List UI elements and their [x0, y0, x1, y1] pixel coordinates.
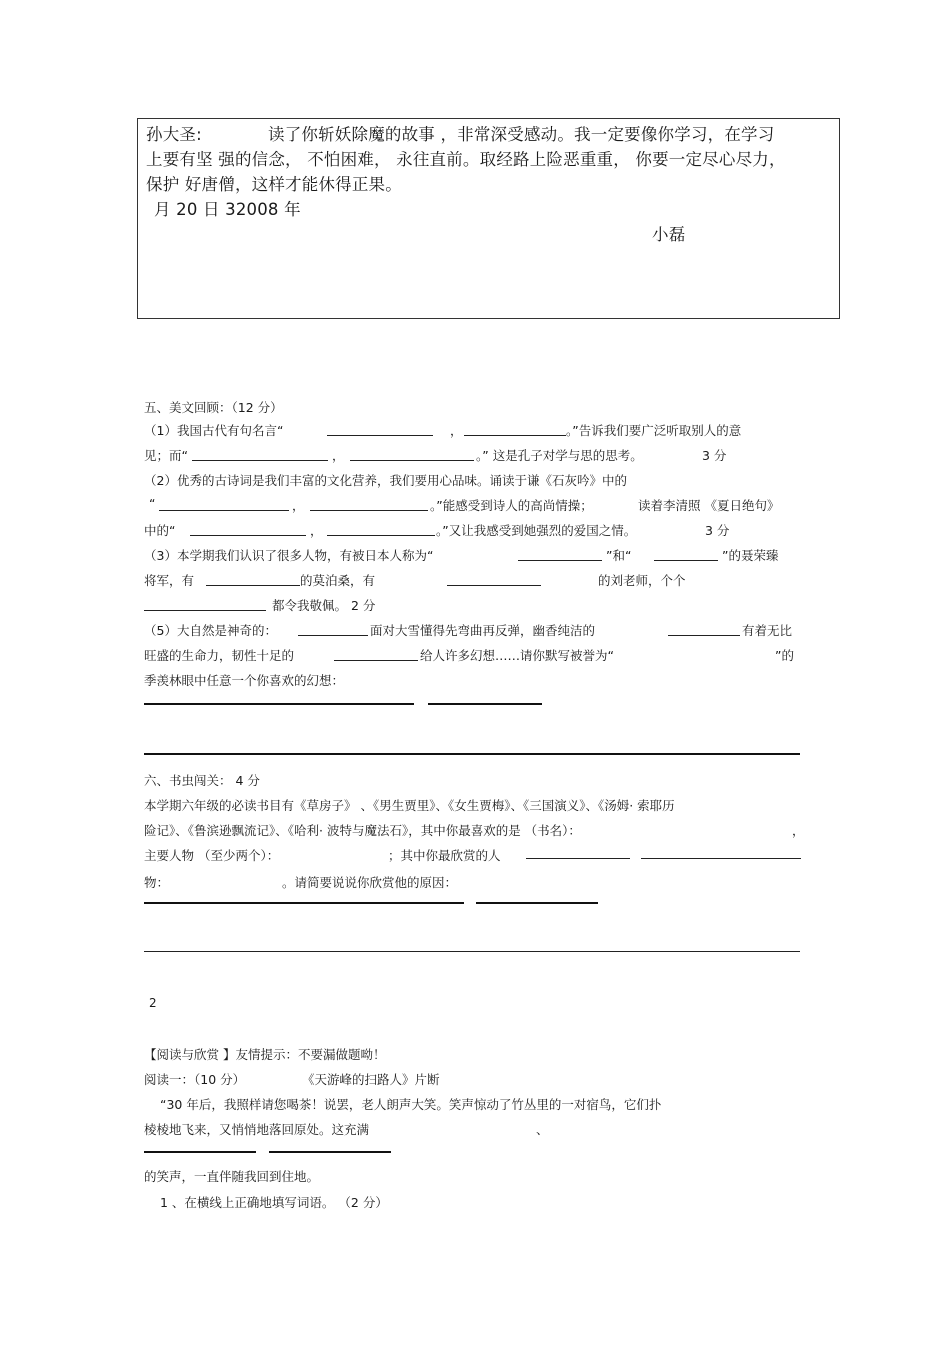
answer-line[interactable] [641, 858, 801, 859]
answer-blank[interactable] [350, 448, 474, 461]
answer-blank[interactable] [518, 548, 602, 561]
letter-line-2: 上要有坚 强的信念， 不怕困难， 永往直前。取经路上险恶重重， 你要一定尽心尽力， [146, 150, 786, 169]
page-number: 2 [149, 996, 157, 1010]
section6-line-4-b: 。请简要说说你欣赏他的原因： [282, 875, 458, 890]
section5-q2-a: （2）优秀的古诗词是我们丰富的文化营养，我们要用心品味。诵读于谦《石灰吟》中的 [144, 473, 627, 488]
section5-q3-a: （3）本学期我们认识了很多人物，有被日本人称为“ [144, 548, 434, 563]
section5-q1-d: 见；而“ [144, 448, 188, 463]
section6-line-3-b: ；其中你最欣赏的人 [388, 848, 501, 863]
section5-q3-b: ”和“ [606, 548, 632, 563]
section5-q3-c: ”的聂荣臻 [722, 548, 779, 563]
section5-q3-e: 的莫泊桑，有 [300, 573, 376, 588]
section5-q2-f: 中的“ [144, 523, 176, 538]
reading-paragraph-2: 棱棱地飞来，又悄悄地落回原处。这充满 [144, 1122, 370, 1137]
reading-paragraph-3: 的笑声，一直伴随我回到住地。 [144, 1169, 320, 1184]
section5-q2-d: 。”能感受到诗人的高尚情操； [430, 498, 593, 513]
section5-q2-b: “ [149, 496, 156, 511]
letter-line-3: 保护 好唐僧，这样才能休得正果。 [146, 175, 402, 194]
section5-q1-f: 。” 这是孔子对学与思的思考。 [476, 448, 643, 463]
reading-header: 【阅读与欣赏 】友情提示：不要漏做题呦！ [144, 1047, 386, 1062]
answer-line[interactable] [144, 902, 464, 904]
answer-blank[interactable] [334, 648, 418, 661]
reading-paragraph-1: “30 年后，我照样请您喝茶！说罢，老人朗声大笑。笑声惊动了竹丛里的一对宿鸟，它们扑 [160, 1097, 662, 1112]
letter-date: 月 20 日 32008 年 [154, 200, 301, 219]
section5-q3-g: 都令我敬佩。 2 分 [272, 598, 376, 613]
section5-q5-g: 季羡林眼中任意一个你喜欢的幻想： [144, 673, 345, 688]
answer-blank[interactable] [206, 573, 300, 586]
section5-q2-score: 3 分 [705, 523, 730, 538]
section5-q5-d: 旺盛的生命力，韧性十足的 [144, 648, 295, 663]
answer-line[interactable] [428, 703, 542, 705]
answer-blank[interactable] [190, 523, 306, 536]
reading-title-a: 阅读一：（10 分） [144, 1072, 246, 1087]
section5-q5-e: 给人许多幻想……请你默写被誉为“ [420, 648, 614, 663]
section6-line-4-a: 物： [144, 875, 170, 890]
section5-q5-c: 有着无比 [742, 623, 793, 638]
section6-line-1: 本学期六年级的必读书目有《草房子》 、《男生贾里》、《女生贾梅》、《三国演义》、《汤姆· 索耶历 [144, 798, 675, 813]
section5-q3-d: 将军，有 [144, 573, 195, 588]
answer-blank[interactable] [668, 623, 740, 636]
answer-blank[interactable] [144, 598, 266, 611]
section5-q2-c: ， [292, 498, 305, 513]
section5-q1-e: ， [332, 448, 345, 463]
section5-q2-g: ， [310, 523, 323, 538]
section5-q5-f: ”的 [775, 648, 794, 663]
answer-blank[interactable] [310, 498, 428, 511]
answer-blank[interactable] [654, 548, 718, 561]
answer-line[interactable] [526, 858, 630, 859]
section5-q2-h: 。”又让我感受到她强烈的爱国之情。 [436, 523, 637, 538]
answer-line[interactable] [476, 902, 598, 904]
answer-line[interactable] [144, 703, 414, 705]
answer-blank[interactable] [159, 498, 289, 511]
letter-signature: 小磊 [652, 225, 686, 244]
section6-title: 六、书虫闯关： 4 分 [144, 773, 260, 788]
letter-line-1: 读了你斩妖除魔的故事 ，非常深受感动。我一定要像你学习，在学习 [268, 125, 775, 144]
answer-line[interactable] [144, 1151, 256, 1153]
reading-title-b: 《天游峰的扫路人》片断 [302, 1072, 440, 1087]
answer-line[interactable] [144, 753, 800, 755]
section5-q1-score: 3 分 [702, 448, 727, 463]
reading-paragraph-2-end: 、 [536, 1122, 549, 1137]
answer-blank[interactable] [447, 573, 541, 586]
answer-blank[interactable] [298, 623, 368, 636]
section5-q1-a: （1）我国古代有句名言“ [144, 423, 284, 438]
section6-line-3-a: 主要人物 （至少两个）： [144, 848, 280, 863]
answer-blank[interactable] [464, 423, 566, 436]
letter-salutation: 孙大圣: [146, 125, 202, 144]
section5-title: 五、美文回顾：（12 分） [144, 400, 283, 415]
section6-line-2-end: ， [792, 823, 805, 838]
section5-q1-c: 。”告诉我们要广泛听取别人的意 [566, 423, 742, 438]
section5-q5-b: 面对大雪懂得先弯曲再反弹，幽香纯洁的 [370, 623, 596, 638]
section6-line-2: 险记》、《鲁滨逊飘流记》、《哈利· 波特与魔法石》，其中你最喜欢的是 （书名）： [144, 823, 581, 838]
answer-blank[interactable] [327, 423, 433, 436]
answer-line[interactable] [269, 1151, 391, 1153]
answer-blank[interactable] [327, 523, 435, 536]
section5-q2-e: 读着李清照 《夏日绝句》 [638, 498, 780, 513]
section5-q5-a: （5）大自然是神奇的： [144, 623, 277, 638]
answer-line[interactable] [144, 951, 800, 952]
answer-blank[interactable] [192, 448, 328, 461]
section5-q3-f: 的刘老师，个个 [598, 573, 686, 588]
reading-question-1: 1 、在横线上正确地填写词语。 （2 分） [160, 1195, 388, 1210]
section5-q1-b: ， [450, 423, 463, 438]
